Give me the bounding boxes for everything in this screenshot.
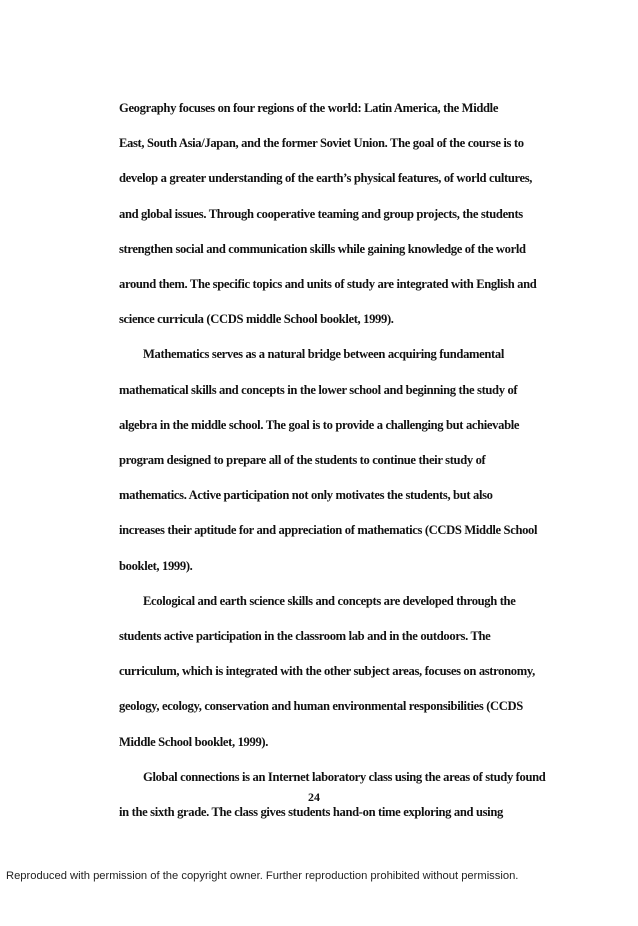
text-line: geology, ecology, conservation and human environmental responsibilities (CCDS <box>119 699 523 714</box>
page-number: 24 <box>308 790 320 804</box>
text-line: mathematical skills and concepts in the lower school and beginning the study of <box>119 382 518 397</box>
text-line: around them. The specific topics and units of study are integrated with English and <box>119 277 537 291</box>
text-line: Ecological and earth science skills and concepts are developed through the <box>143 593 516 608</box>
text-line: and global issues. Through cooperative teaming and group projects, the students <box>119 206 523 221</box>
text-line: students active participation in the classroom lab and in the outdoors. The <box>119 629 491 643</box>
text-line: program designed to prepare all of the students to continue their study of <box>119 453 486 467</box>
text-line: science curricula (CCDS middle School booklet, 1999). <box>119 312 394 327</box>
text-line: algebra in the middle school. The goal is to provide a challenging but achievable <box>119 417 520 432</box>
text-line: Geography focuses on four regions of the world: Latin America, the Middle <box>119 101 499 115</box>
text-line: Global connections is an Internet laboratory class using the areas of study found <box>143 769 546 784</box>
text-line: increases their aptitude for and appreciation of mathematics (CCDS Middle School <box>119 523 538 538</box>
text-line: strengthen social and communication skills while gaining knowledge of the world <box>119 241 526 256</box>
copyright-footer: Reproduced with permission of the copyright owner. Further reproduction prohibited without permission. <box>6 870 519 882</box>
text-line: booklet, 1999). <box>119 558 193 573</box>
text-line: curriculum, which is integrated with the other subject areas, focuses on astronomy, <box>119 664 535 679</box>
text-line: East, South Asia/Japan, and the former Soviet Union. The goal of the course is to <box>119 136 524 151</box>
text-line: develop a greater understanding of the earth’s physical features, of world cultures, <box>119 171 533 186</box>
text-line: Middle School booklet, 1999). <box>119 734 269 749</box>
text-line: in the sixth grade. The class gives students hand-on time exploring and using <box>119 805 503 819</box>
text-line: mathematics. Active participation not only motivates the students, but also <box>119 488 493 503</box>
text-line: Mathematics serves as a natural bridge between acquiring fundamental <box>143 347 504 362</box>
